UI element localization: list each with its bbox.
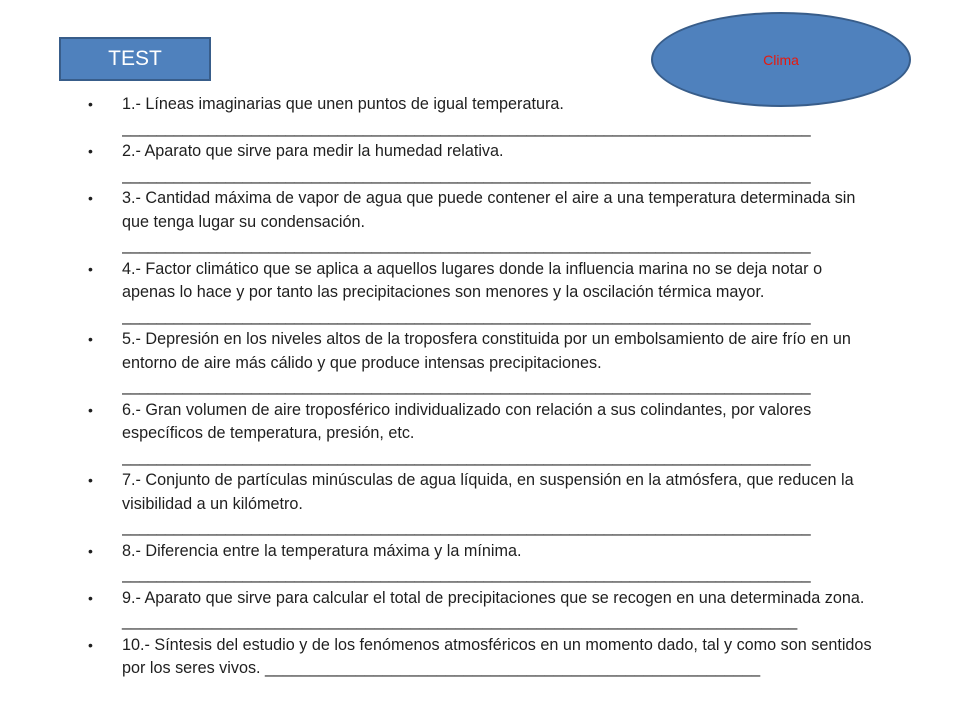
question-item [88,399,878,470]
question-text: 10.- Síntesis del estudio y de los fenómenos atmosféricos en un momento dado, tal y como son sentidos por los seres vivos. _______________________________________________________ [122,635,872,677]
answer-line[interactable]: ________________________________________________________________________________ [122,165,811,184]
question-list [88,93,878,681]
question-text: 2.- Aparato que sirve para medir la humedad relativa. [122,142,504,160]
question-text: 9.- Aparato que sirve para calcular el total de precipitaciones que se recogen en una determinada zona. ___________________________________________________________________________ [122,588,865,630]
bullet-icon: • [88,260,93,277]
bullet-icon: • [88,589,93,606]
question-text: 1.- Líneas imaginarias que unen puntos de igual temperatura. [122,95,564,113]
bullet-icon: • [88,190,93,206]
question-text: 6.- Gran volumen de aire troposférico individualizado con relación a sus colindantes, por valores específicos de temperatura, presión, etc. [122,400,812,442]
question-text: 7.- Conjunto de partículas minúsculas de agua líquida, en suspensión en la atmósfera, que reducen la visibilidad a un kilómetro. [122,471,854,513]
bullet-icon: • [88,331,93,347]
bullet-icon: • [88,143,93,159]
question-item [88,634,878,681]
answer-line[interactable]: ________________________________________________________________________________ [122,377,811,395]
bullet-icon: • [88,96,93,112]
question-text: 3.- Cantidad máxima de vapor de agua que puede contener el aire a una temperatura determinada sin que tenga lugar su condensación. [122,189,856,231]
answer-line[interactable]: ________________________________________________________________________________ [122,565,811,583]
bullet-icon: • [88,472,93,488]
question-item [88,187,878,258]
test-title-box [59,37,211,81]
answer-line[interactable]: ________________________________________________________________________________ [122,447,811,466]
question-item [88,328,878,399]
answer-line[interactable]: ________________________________________________________________________________ [122,236,811,254]
answer-line[interactable]: ________________________________________________________________________________ [122,118,811,137]
question-text: 4.- Factor climático que se aplica a aquellos lugares donde la influencia marina no se deja notar o apenas lo hace y por tanto las precipitaciones son menores y la oscilación térmica mayor. [122,259,823,301]
bullet-icon: • [88,542,93,559]
question-item [88,258,878,329]
question-text: 8.- Diferencia entre la temperatura máxima y la mínima. [122,541,522,560]
bullet-icon: • [88,401,93,418]
question-item [88,93,878,140]
answer-line[interactable]: ________________________________________________________________________________ [122,518,811,536]
topic-label: Clima [763,51,799,68]
test-title: TEST [108,47,162,70]
question-item [88,587,878,634]
question-item [88,140,878,187]
question-item [88,469,878,540]
question-text: 5.- Depresión en los niveles altos de la troposfera constituida por un embolsamiento de aire frío en un entorno de aire más cálido y que produce intensas precipitaciones. [122,330,851,372]
question-item [88,540,878,587]
answer-line[interactable]: ________________________________________________________________________________ [122,306,811,325]
bullet-icon: • [88,636,93,653]
